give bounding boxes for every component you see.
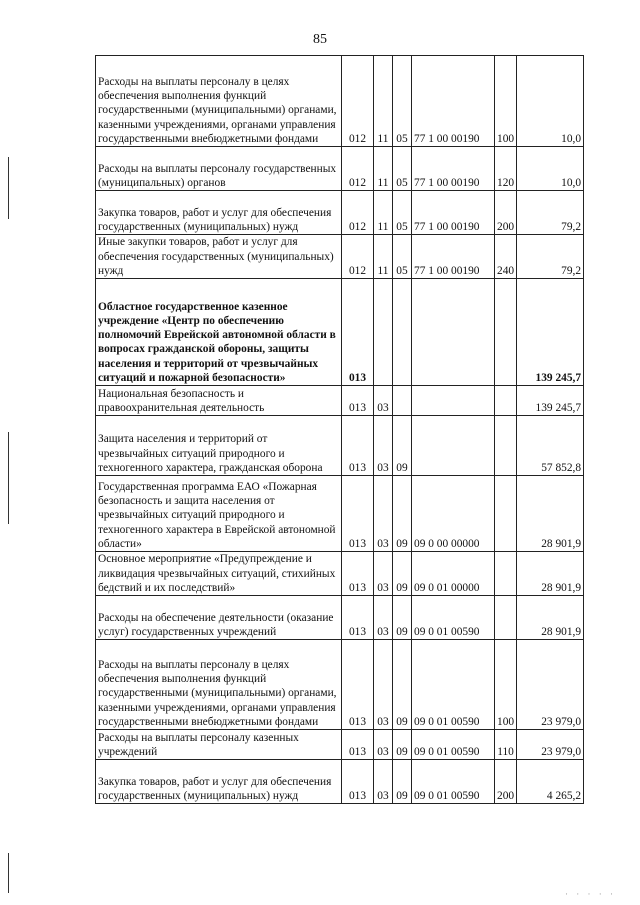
row-name-cell: Расходы на выплаты персоналу в целях обеспечения выполнения функций государственными (муниципальными) органами, казенными учреждениями, органами управления государственными внебюджетными фондами [96,56,342,147]
row-ved-cell: 013 [342,640,374,730]
row-section-cell: 03 [374,552,393,596]
row-ved-cell: 013 [342,730,374,760]
row-expense-type-cell [495,416,517,476]
row-amount-cell: 57 852,8 [517,416,584,476]
row-subsection-cell: 05 [393,191,412,235]
row-section-cell: 11 [374,147,393,191]
row-target-article-cell: 09 0 01 00590 [412,730,495,760]
row-name-cell: Иные закупки товаров, работ и услуг для обеспечения государственных (муниципальных) нужд [96,235,342,279]
row-ved-cell: 013 [342,552,374,596]
row-subsection-cell: 05 [393,56,412,147]
row-expense-type-cell [495,552,517,596]
table-row [96,552,584,596]
row-expense-type-cell: 240 [495,235,517,279]
row-target-article-cell [412,416,495,476]
row-subsection-cell: 09 [393,596,412,640]
row-subsection-cell: 09 [393,760,412,804]
row-section-cell: 03 [374,386,393,416]
row-target-article-cell [412,279,495,386]
row-section-cell: 03 [374,476,393,552]
row-name-cell: Защита населения и территорий от чрезвычайных ситуаций природного и техногенного характера, гражданская оборона [96,416,342,476]
table-row [96,760,584,804]
row-target-article-cell: 77 1 00 00190 [412,147,495,191]
row-ved-cell: 013 [342,386,374,416]
table-row [96,730,584,760]
row-name-cell: Расходы на выплаты персоналу государственных (муниципальных) органов [96,147,342,191]
row-subsection-cell [393,386,412,416]
row-amount-cell: 139 245,7 [517,279,584,386]
row-section-cell: 03 [374,416,393,476]
row-subsection-cell: 09 [393,476,412,552]
row-amount-cell: 28 901,9 [517,596,584,640]
row-section-cell: 03 [374,596,393,640]
row-expense-type-cell: 100 [495,56,517,147]
row-expense-type-cell: 100 [495,640,517,730]
scan-margin-mark [8,853,9,893]
row-target-article-cell: 09 0 01 00590 [412,640,495,730]
row-name-cell: Закупка товаров, работ и услуг для обеспечения государственных (муниципальных) нужд [96,191,342,235]
row-amount-cell: 10,0 [517,147,584,191]
row-subsection-cell: 09 [393,416,412,476]
row-target-article-cell: 77 1 00 00190 [412,191,495,235]
row-subsection-cell [393,279,412,386]
row-name-cell: Расходы на выплаты персоналу казенных учреждений [96,730,342,760]
row-amount-cell: 28 901,9 [517,552,584,596]
table-row [96,476,584,552]
row-ved-cell: 012 [342,235,374,279]
row-subsection-cell: 05 [393,235,412,279]
row-ved-cell: 012 [342,147,374,191]
table-row [96,235,584,279]
row-expense-type-cell [495,386,517,416]
row-expense-type-cell: 200 [495,760,517,804]
row-name-cell: Государственная программа ЕАО «Пожарная безопасность и защита населения от чрезвычайных ситуаций природного и техногенного характера в Еврейской автономной области» [96,476,342,552]
row-section-cell [374,279,393,386]
row-target-article-cell: 09 0 00 00000 [412,476,495,552]
row-ved-cell: 013 [342,279,374,386]
row-amount-cell: 4 265,2 [517,760,584,804]
row-ved-cell: 013 [342,416,374,476]
table-row [96,279,584,386]
table-row [96,596,584,640]
row-expense-type-cell [495,279,517,386]
row-amount-cell: 28 901,9 [517,476,584,552]
row-name-cell: Национальная безопасность и правоохранительная деятельность [96,386,342,416]
row-ved-cell: 013 [342,596,374,640]
row-target-article-cell [412,386,495,416]
row-target-article-cell: 09 0 01 00000 [412,552,495,596]
row-amount-cell: 23 979,0 [517,640,584,730]
budget-table [95,55,584,804]
row-name-cell: Расходы на обеспечение деятельности (оказание услуг) государственных учреждений [96,596,342,640]
row-expense-type-cell [495,476,517,552]
row-amount-cell: 10,0 [517,56,584,147]
row-subsection-cell: 05 [393,147,412,191]
row-expense-type-cell: 200 [495,191,517,235]
row-subsection-cell: 09 [393,640,412,730]
row-expense-type-cell: 110 [495,730,517,760]
row-target-article-cell: 77 1 00 00190 [412,56,495,147]
row-amount-cell: 139 245,7 [517,386,584,416]
row-ved-cell: 012 [342,56,374,147]
row-section-cell: 03 [374,730,393,760]
row-subsection-cell: 09 [393,730,412,760]
row-ved-cell: 013 [342,476,374,552]
table-body [96,56,584,804]
table-row [96,147,584,191]
row-target-article-cell: 09 0 01 00590 [412,760,495,804]
page-number: 85 [313,32,327,47]
scan-artifact: · · · · · [565,889,616,899]
table-row [96,416,584,476]
scan-margin-mark [8,432,9,524]
row-expense-type-cell: 120 [495,147,517,191]
row-ved-cell: 012 [342,191,374,235]
row-section-cell: 11 [374,56,393,147]
row-section-cell: 03 [374,640,393,730]
row-name-cell: Расходы на выплаты персоналу в целях обеспечения выполнения функций государственными (муниципальными) органами, казенными учреждениями, органами управления государственными внебюджетными фондами [96,640,342,730]
scan-margin-mark [8,157,9,219]
table-row [96,191,584,235]
table-row [96,386,584,416]
row-section-cell: 11 [374,191,393,235]
row-subsection-cell: 09 [393,552,412,596]
table-row [96,56,584,147]
table-row [96,640,584,730]
row-amount-cell: 79,2 [517,235,584,279]
row-name-cell: Областное государственное казенное учреждение «Центр по обеспечению полномочий Еврейской автономной области в вопросах гражданской обороны, защиты населения и территорий от чрезвычайных ситуаций и пожарной безопасности» [96,279,342,386]
row-expense-type-cell [495,596,517,640]
row-amount-cell: 23 979,0 [517,730,584,760]
row-target-article-cell: 09 0 01 00590 [412,596,495,640]
row-target-article-cell: 77 1 00 00190 [412,235,495,279]
row-section-cell: 11 [374,235,393,279]
row-amount-cell: 79,2 [517,191,584,235]
row-name-cell: Закупка товаров, работ и услуг для обеспечения государственных (муниципальных) нужд [96,760,342,804]
row-section-cell: 03 [374,760,393,804]
row-ved-cell: 013 [342,760,374,804]
row-name-cell: Основное мероприятие «Предупреждение и ликвидация чрезвычайных ситуаций, стихийных бедствий и их последствий» [96,552,342,596]
